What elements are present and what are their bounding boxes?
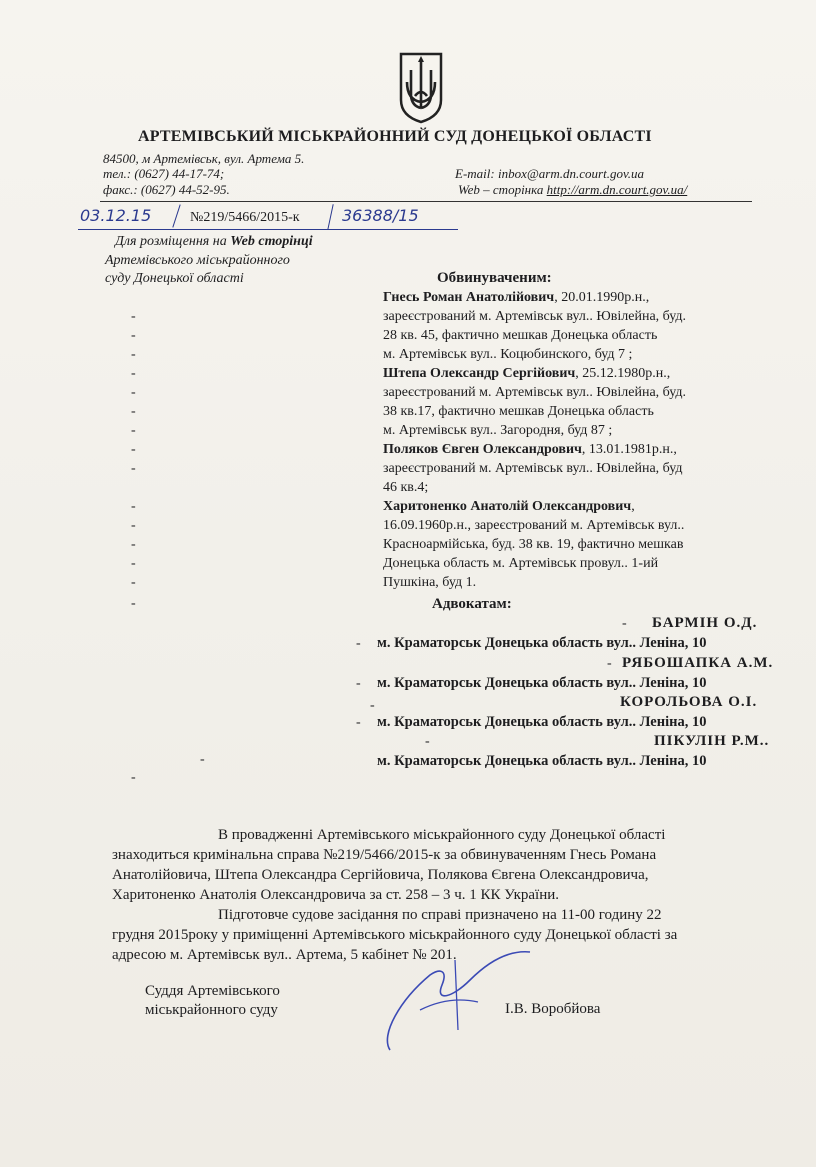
court-web-link[interactable]: http://arm.dn.court.gov.ua/: [546, 182, 688, 197]
list-dash: -: [131, 537, 136, 552]
accused-1-line-3: 28 кв. 45, фактично мешкав Донецька область: [383, 328, 658, 343]
accused-1-line-4: м. Артемівськ вул.. Коцюбинского, буд 7 ;: [383, 347, 633, 362]
list-dash: -: [356, 636, 361, 651]
accused-4-line-4: Донецька область м. Артемівськ провул.. 1-ий: [383, 556, 659, 571]
signature-title-line-2: міськрайонного суду: [145, 1002, 278, 1018]
list-dash: -: [131, 770, 136, 785]
list-dash: -: [356, 715, 361, 730]
court-web: [458, 182, 687, 198]
list-dash: -: [131, 442, 136, 457]
web-placement-line-2: Артемівського міськрайонного: [105, 253, 290, 268]
web-placement-line-1: Для розміщення на Web сторінці: [115, 234, 313, 249]
list-dash: -: [131, 385, 136, 400]
list-dash: -: [131, 366, 136, 381]
list-dash: -: [607, 656, 612, 671]
accused-1-line-1: Гнесь Роман Анатолійович, 20.01.1990р.н.,: [383, 290, 650, 305]
accused-heading: Обвинуваченим:: [437, 270, 552, 286]
accused-2-line-4: м. Артемівськ вул.. Загородня, буд 87 ;: [383, 423, 613, 438]
accused-2-line-3: 38 кв.17, фактично мешкав Донецька область: [383, 404, 654, 419]
judge-name: І.В. Воробйова: [505, 1001, 601, 1017]
body-paragraph-2: Підготовче судове засідання по справі призначено на 11-00 годину 22 грудня 2015року у приміщенні Артемівського міськрайонного суду Донецької області за адресою м. Артемівськ вул.. Артема, 5 кабінет № 201.: [112, 907, 678, 963]
handwritten-reg-number: 36388/15: [342, 206, 419, 225]
signature-title-line-1: Суддя Артемівського: [145, 983, 280, 999]
header-divider: [100, 201, 752, 202]
lawyer-4-name: ПІКУЛІН Р.М..: [654, 733, 770, 749]
web-placement-line-3: суду Донецької області: [105, 271, 244, 286]
court-fax: факс.: (0627) 44-52-95.: [103, 182, 230, 197]
lawyer-2-name: РЯБОШАПКА А.М.: [622, 655, 774, 671]
list-dash: -: [131, 347, 136, 362]
trident-emblem-icon: [398, 52, 444, 124]
list-dash: -: [622, 616, 627, 631]
lawyer-1-address: м. Краматорськ Донецька область вул.. Леніна, 10: [377, 635, 707, 651]
court-web-label: Web – сторінка: [458, 182, 544, 197]
list-dash: -: [131, 499, 136, 514]
court-email: E-mail: inbox@arm.dn.court.gov.ua: [455, 166, 644, 181]
list-dash: -: [200, 752, 205, 767]
lawyer-4-address: м. Краматорськ Донецька область вул.. Леніна, 10: [377, 753, 707, 769]
lawyer-2-address: м. Краматорськ Донецька область вул.. Леніна, 10: [377, 675, 707, 691]
court-phone: тел.: (0627) 44-17-74;: [103, 166, 225, 181]
list-dash: -: [131, 461, 136, 476]
handwritten-signature-icon: [360, 940, 560, 1060]
accused-3-line-2: зареєстрований м. Артемівськ вул.. Ювілейна, буд: [383, 461, 683, 476]
accused-2-line-1: Штепа Олександр Сергійович, 25.12.1980р.н.,: [383, 366, 671, 381]
reference-underline: [78, 229, 458, 230]
court-address: 84500, м Артемівськ, вул. Артема 5.: [103, 151, 305, 166]
court-name: АРТЕМІВСЬКИЙ МІСЬКРАЙОННИЙ СУД ДОНЕЦЬКОЇ ОБЛАСТІ: [138, 128, 652, 145]
accused-4-line-3: Красноармійська, буд. 38 кв. 19, фактично мешкав: [383, 537, 684, 552]
list-dash: -: [356, 676, 361, 691]
handwritten-date: 03.12.15: [80, 206, 152, 225]
list-dash: -: [131, 328, 136, 343]
list-dash: -: [131, 309, 136, 324]
lawyer-3-name: КОРОЛЬОВА О.І.: [620, 694, 758, 710]
accused-3-line-3: 46 кв.4;: [383, 480, 429, 495]
list-dash: -: [131, 423, 136, 438]
list-dash: -: [131, 518, 136, 533]
list-dash: -: [370, 698, 375, 713]
case-number: №219/5466/2015-к: [190, 210, 300, 225]
lawyer-3-address: м. Краматорськ Донецька область вул.. Леніна, 10: [377, 714, 707, 730]
ref-slash-1: [172, 204, 180, 227]
accused-4-line-5: Пушкіна, буд 1.: [383, 575, 477, 590]
ref-slash-2: [327, 204, 333, 230]
body-paragraph-1: В провадженні Артемівського міськрайонного суду Донецької області знаходиться кримінальна справа №219/5466/2015-к за обвинуваченням Гнесь Романа Анатолійовича, Штепа Олександра Сергійовича, Полякова Євгена Олександровича, Харитоненко Анатолія Олександровича за ст. 258 – 3 ч. 1 КК України.: [112, 827, 666, 903]
accused-3-line-1: Поляков Євген Олександрович, 13.01.1981р.н.,: [383, 442, 677, 457]
accused-2-line-2: зареєстрований м. Артемівськ вул.. Ювілейна, буд.: [383, 385, 687, 400]
list-dash: -: [131, 556, 136, 571]
list-dash: -: [131, 404, 136, 419]
list-dash: -: [131, 575, 136, 590]
lawyers-heading: Адвокатам:: [432, 596, 512, 612]
accused-4-line-2: 16.09.1960р.н., зареєстрований м. Артемівськ вул..: [383, 518, 685, 533]
accused-1-line-2: зареєстрований м. Артемівськ вул.. Ювілейна, буд.: [383, 309, 687, 324]
list-dash: -: [131, 596, 136, 611]
accused-4-line-1: Харитоненко Анатолій Олександрович,: [383, 499, 635, 514]
lawyer-1-name: БАРМІН О.Д.: [652, 615, 758, 631]
list-dash: -: [425, 734, 430, 749]
